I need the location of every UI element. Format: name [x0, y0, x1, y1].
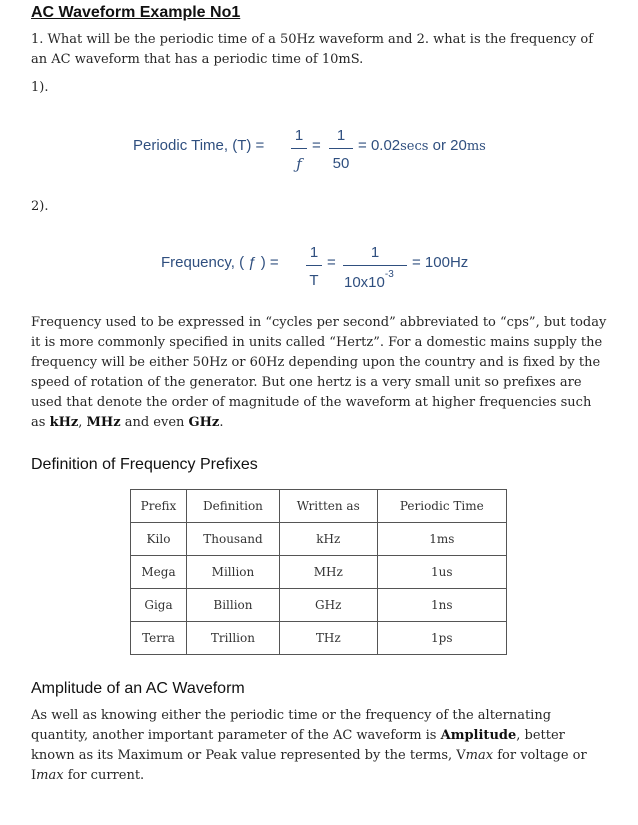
- table-cell: Billion: [186, 589, 279, 622]
- eq1-frac1-bar: [291, 148, 307, 149]
- para1-comma: ,: [78, 415, 87, 430]
- eq1-frac2-bar: [329, 148, 353, 149]
- eq1-frac2-num: 1: [336, 127, 346, 144]
- eq2-result: = 100Hz: [412, 254, 469, 271]
- table-header-cell: Periodic Time: [377, 490, 506, 523]
- part2-label: 2).: [31, 199, 49, 214]
- para2-c: for voltage or I: [31, 748, 587, 783]
- table-cell: kHz: [279, 523, 377, 556]
- page-title: AC Waveform Example No1: [31, 4, 241, 21]
- table-cell: Mega: [131, 556, 187, 589]
- table-cell: Kilo: [131, 523, 187, 556]
- eq1-frac1-den: ƒ: [296, 155, 302, 173]
- eq2-frac2-den: [344, 269, 394, 291]
- eq1-frac1-num: 1: [294, 127, 304, 144]
- para2-d: for current.: [63, 768, 145, 783]
- para1-mhz: MHz: [86, 415, 121, 430]
- eq2-lhs: Frequency, ( ƒ ) =: [161, 254, 279, 271]
- eq1-or: or: [432, 137, 446, 154]
- table-header-cell: Definition: [186, 490, 279, 523]
- table-cell: GHz: [279, 589, 377, 622]
- table-row: [131, 556, 507, 589]
- part1-label: 1).: [31, 80, 49, 95]
- table-cell: 1ns: [377, 589, 506, 622]
- eq2-frac1-bar: [306, 265, 322, 266]
- eq2-den-exp: -3: [384, 269, 394, 280]
- eq1-value-ms: 20: [450, 137, 467, 154]
- frequency-paragraph: [31, 313, 607, 433]
- table-cell: Million: [186, 556, 279, 589]
- para1-khz: kHz: [49, 415, 79, 430]
- eq1-lhs: Periodic Time, (T) =: [133, 137, 265, 154]
- eq1-frac2-den: 50: [332, 155, 350, 172]
- eq1-value-secs: 0.02: [370, 137, 401, 154]
- para1-end: .: [219, 415, 224, 430]
- table-header-cell: Prefix: [131, 490, 187, 523]
- para2-imax: max: [36, 768, 64, 783]
- eq1-rhs-equals: =: [358, 137, 367, 154]
- eq1-result: [358, 137, 486, 154]
- table-cell: Trillion: [186, 622, 279, 655]
- para1-ghz: GHz: [188, 415, 220, 430]
- table-header-cell: Written as: [279, 490, 377, 523]
- table-row: [131, 622, 507, 655]
- eq1-unit-secs: secs: [400, 139, 429, 154]
- question-text: 1. What will be the periodic time of a 50Hz waveform and 2. what is the frequency of an AC waveform that has a periodic time of 10mS.: [31, 32, 594, 67]
- table-row: [131, 589, 507, 622]
- table-cell: MHz: [279, 556, 377, 589]
- table-cell: THz: [279, 622, 377, 655]
- eq2-frac1-den: T: [309, 272, 319, 289]
- table-cell: 1ms: [377, 523, 506, 556]
- amplitude-heading: Amplitude of an AC Waveform: [31, 680, 245, 697]
- eq2-frac2-bar: [343, 265, 407, 266]
- eq2-frac2-num: 1: [370, 244, 380, 261]
- para2-vmax: max: [465, 748, 494, 763]
- eq2-equals-a: =: [327, 254, 336, 271]
- table-cell: Thousand: [186, 523, 279, 556]
- table-cell: 1us: [377, 556, 506, 589]
- eq1-equals-a: =: [312, 137, 321, 154]
- para2-b: , better known as its Maximum or Peak value represented by the terms, V: [31, 728, 565, 763]
- para2-amplitude: Amplitude: [440, 728, 517, 743]
- prefixes-table: [130, 489, 507, 655]
- para2-a: As well as knowing either the periodic time or the frequency of the alternating quantity, another important parameter of the AC waveform is: [31, 708, 552, 743]
- para1-and-even: and even: [120, 415, 189, 430]
- table-cell: Giga: [131, 589, 187, 622]
- table-cell: Terra: [131, 622, 187, 655]
- prefixes-heading: Definition of Frequency Prefixes: [31, 456, 258, 473]
- amplitude-paragraph: [31, 706, 607, 786]
- para1-text: Frequency used to be expressed in “cycles per second” abbreviated to “cps”, but today it is more commonly specified in units called “Hertz”. For a domestic mains supply the frequency will be either 50Hz or 60Hz depending upon the country and is fixed by the speed of rotation of the generator. But one hertz is a very small unit so prefixes are used that denote the order of magnitude of the waveform at higher frequencies such as: [31, 315, 607, 430]
- table-cell: 1ps: [377, 622, 506, 655]
- eq2-den-base: 10x10: [344, 274, 385, 291]
- table-header-row: [131, 490, 507, 523]
- eq1-unit-ms: ms: [466, 139, 486, 154]
- table-row: [131, 523, 507, 556]
- eq2-frac1-num: 1: [309, 244, 319, 261]
